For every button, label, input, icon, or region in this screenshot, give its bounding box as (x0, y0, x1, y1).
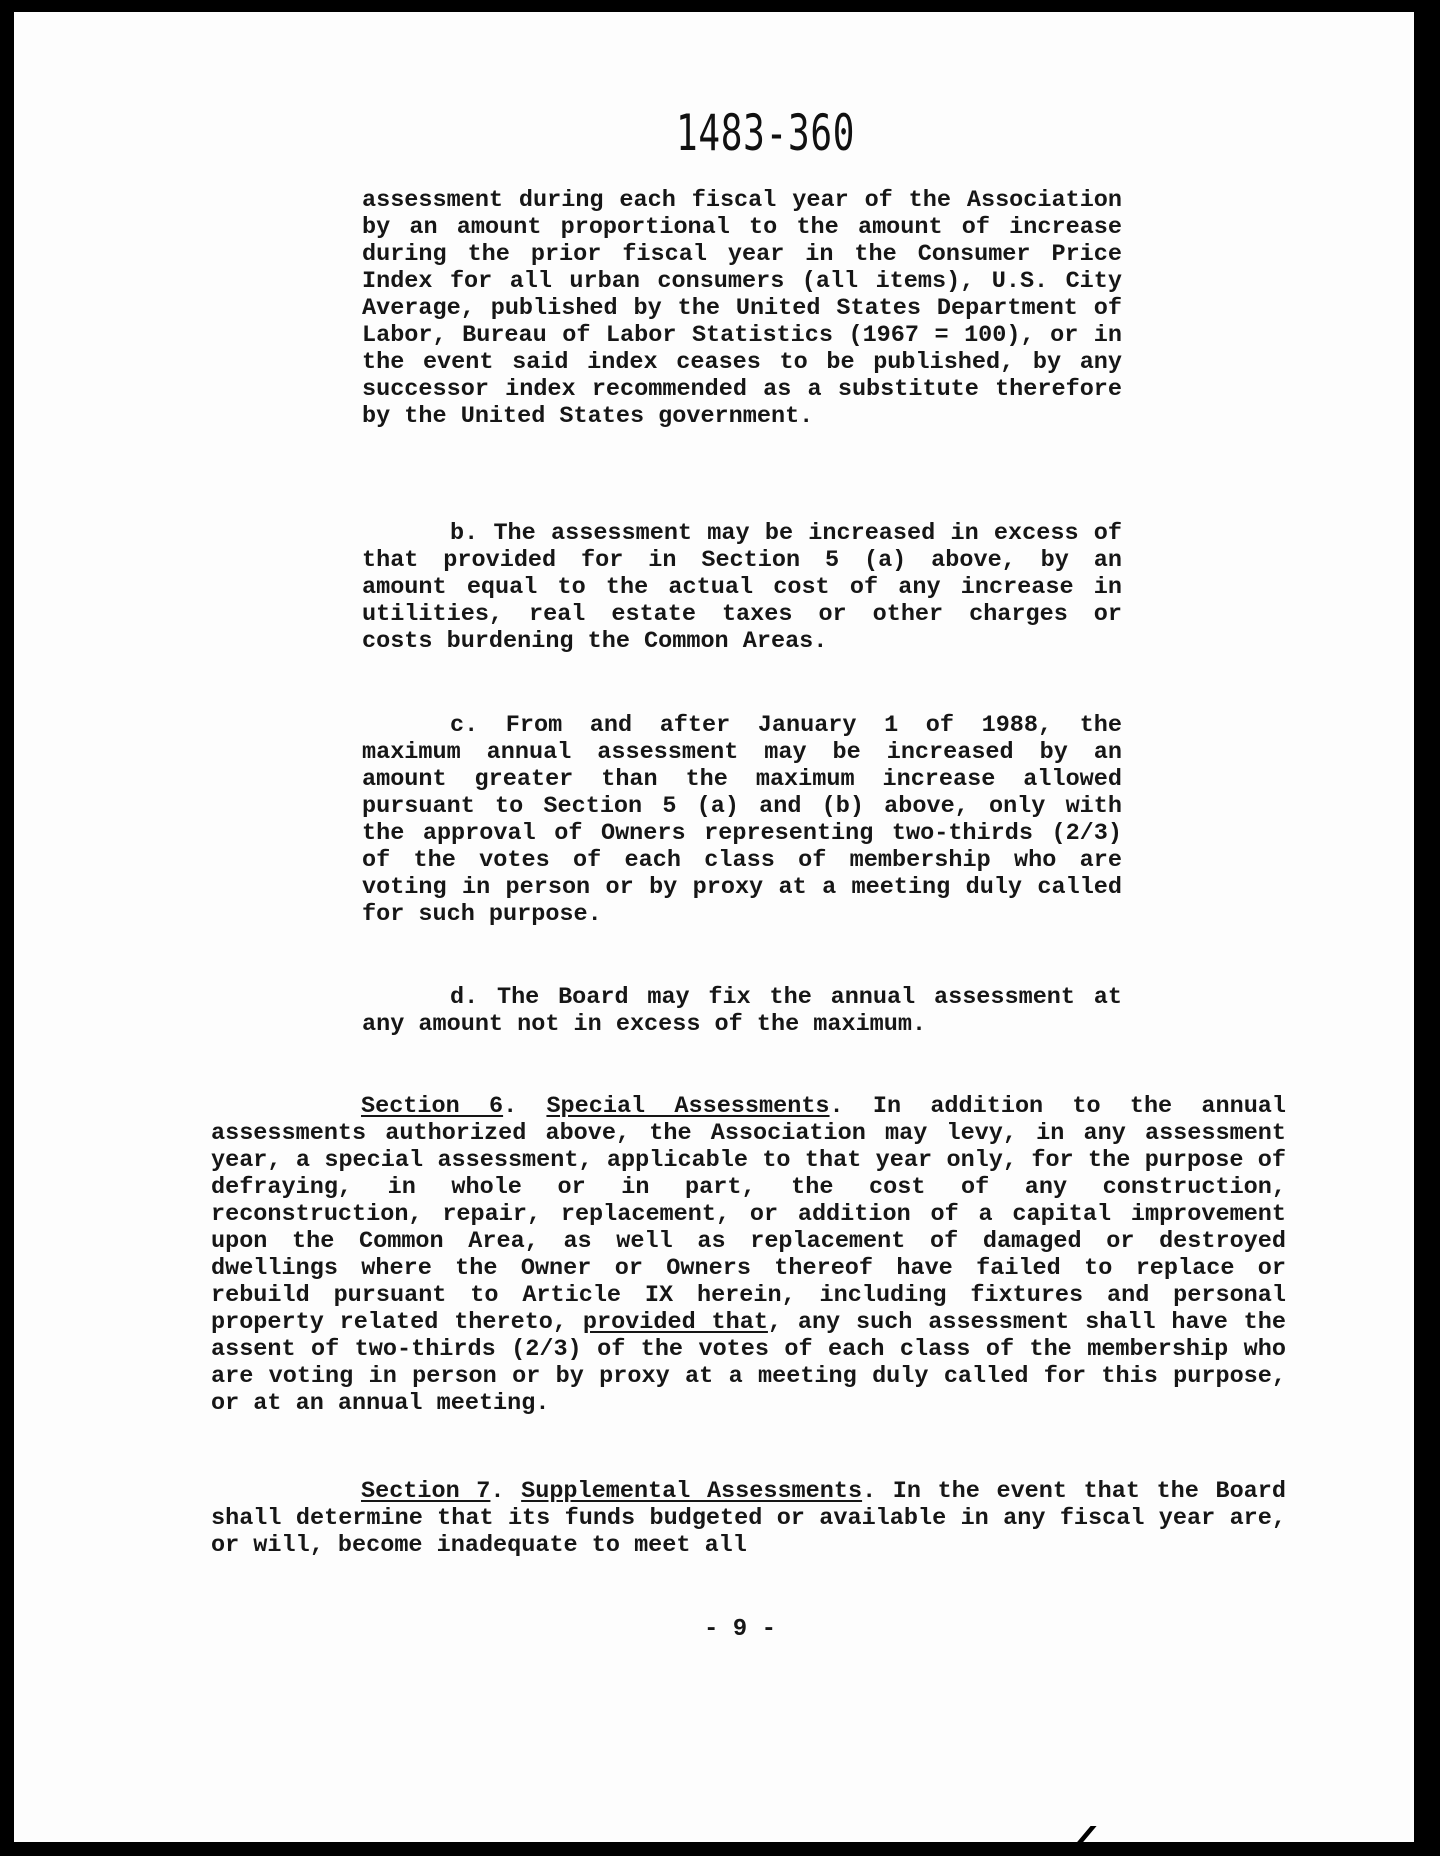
section-6-body-2: , any such assessment shall have the assent of two-thirds (2/3) of the votes of each class of the membership who are voting in person or by proxy at a meeting duly called for this purpose, or at an annual meeting. (211, 1309, 1286, 1417)
scan-border-right (1418, 0, 1440, 1856)
scan-border-top (0, 0, 1440, 10)
document-number: 1483-360 (676, 104, 856, 162)
section-7-paragraph (211, 1478, 1286, 1559)
section-6-title: Special Assessments (546, 1093, 830, 1120)
paragraph-d: d. The Board may fix the annual assessment at any amount not in excess of the maximum. (362, 984, 1122, 1038)
provided-that-phrase: provided that (582, 1309, 768, 1336)
paragraph-b: b. The assessment may be increased in excess of that provided for in Section 5 (a) above, by an amount equal to the actual cost of any increase in utilities, real estate taxes or other charges or costs burdening the Common Areas. (362, 520, 1122, 655)
section-7-title: Supplemental Assessments (521, 1478, 863, 1505)
section-6-paragraph (211, 1093, 1286, 1417)
section-6-body-1: . In addition to the annual assessments authorized above, the Association may levy, in any assessment year, a special assessment, applicable to that year only, for the purpose of defraying, in whole or in part, the cost of any construction, reconstruction, repair, replacement, or addition of a capital improvement upon the Common Area, as well as replacement of damaged or destroyed dwellings where the Owner or Owners thereof have failed to replace or rebuild pursuant to Article IX herein, including fixtures and personal property related thereto, (211, 1093, 1287, 1336)
continuation-paragraph: assessment during each fiscal year of the Association by an amount proportional to the amount of increase during the prior fiscal year in the Consumer Price Index for all urban consumers (all items), U.S. City Average, published by the United States Department of Labor, Bureau of Labor Statistics (1967 = 100), or in the event said index ceases to be published, by any successor index recommended as a substitute therefore by the United States government. (362, 187, 1122, 430)
paragraph-c: c. From and after January 1 of 1988, the maximum annual assessment may be increased by an amount greater than the maximum increase allowed pursuant to Section 5 (a) and (b) above, only with the approval of Owners representing two-thirds (2/3) of the votes of each class of membership who are voting in person or by proxy at a meeting duly called for such purpose. (362, 712, 1122, 928)
section-7-label: Section 7 (361, 1478, 491, 1505)
page-number: - 9 - (704, 1616, 777, 1643)
document-page (14, 12, 1414, 1842)
section-7-separator: . (490, 1478, 522, 1505)
scan-border-bottom (0, 1848, 1440, 1856)
section-6-label: Section 6 (361, 1093, 504, 1120)
section-7-body: . In the event that the Board shall determine that its funds budgeted or available in any fiscal year are, or will, become inadequate to meet all (211, 1478, 1286, 1559)
section-6-separator: . (503, 1093, 547, 1120)
